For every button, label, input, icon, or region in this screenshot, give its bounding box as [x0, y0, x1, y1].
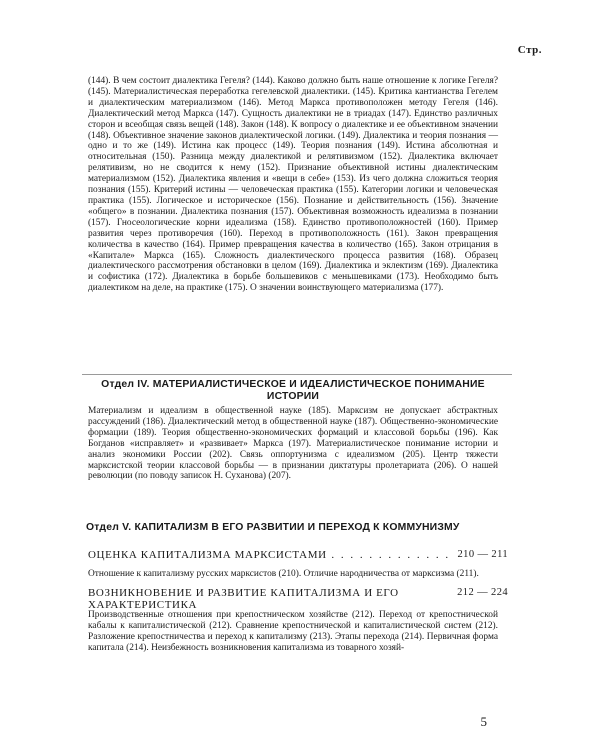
toc-entry: [88, 587, 508, 611]
section4-title: Отдел IV. МАТЕРИАЛИСТИЧЕСКОЕ И ИДЕАЛИСТИЧЕСКОЕ ПОНИМАНИЕ ИСТОРИИ: [101, 379, 485, 402]
toc-entry-description: Отношение к капитализму русских марксистов (210). Отличие народничества от марксизма (211).: [88, 569, 479, 579]
section-divider: [82, 374, 512, 375]
toc-entry-pages: 210 — 211: [457, 549, 508, 560]
toc-entry-pages: 212 — 224: [457, 587, 508, 598]
section4-contents-text: Материализм и идеализм в общественной науке (185). Марксизм не допускает абстрактных рассуждений (186). Диалектический метод в общественной науке (187). Общественно-экономические формации (189). Теория общественно-экономических формаций и классовой борьбы (196). Как Богданов «исправляет» и «развивает» Маркса (197). Материалистическое понимание истории и анализ экономики России (202). Связь оппортунизма с идеализмом (205). Центр тяжести марксистской теории классовой борьбы — в признании диктатуры пролетариата (206). О нашей революции (по поводу записок Н. Суханова) (207).: [88, 406, 498, 482]
toc-entry-label: ВОЗНИКНОВЕНИЕ И РАЗВИТИЕ КАПИТАЛИЗМА И ЕГО ХАРАКТЕРИСТИКА: [88, 587, 399, 611]
toc-entry-description: Производственные отношения при крепостническом хозяйстве (212). Переход от крепостнической кабалы к капиталистической (212). Сравнение крепостнической и капиталистической систем (212). Разложение крепостничества и переход к капитализму (213). Этапы перехода (214). Первичная форма капитала (214). Неизбежность возникновения капитализма из товарного хозяй-: [88, 610, 498, 653]
toc-entry: [88, 549, 508, 561]
section3-contents-text: (144). В чем состоит диалектика Гегеля? (144). Каково должно быть наше отношение к логике Гегеля? (145). Материалистическая переработка гегелевской диалектики. (145). Критика кантианства Гегелем и диалектическим материализмом (146). Метод Маркса противоположен методу Гегеля (146). Диалектический метод Маркса (147). Сущность диалектики не в триадах (147). Единство различных сторон и всеобщая связь вещей (148). Закон (148). К вопросу о диалектике и ее объективном значении (148). Объективное значение законов диалектической логики. (149). Диалектика и теория познания — одно и то же (149). Истина как процесс (149). Теория познания (149). Истина абсолютная и относительная (150). Разница между диалектикой и релятивизмом (152). Диалектика включает релятивизм, но не сводится к нему (152). Признание объективной истины диалектическим материализмом (152). Диалектика явления и «вещи в себе» (153). Из чего должна сложиться теория познания (155). Критерий истины — человеческая практика (155). Категории логики и человеческая практика (155). Логическое и историческое (156). Познание и действительность (156). Значение «общего» в познании. Диалектика познания (157). Объективная возможность идеализма в познании (157). Гносеологические корни идеализма (158). Единство противоположностей (160). Пример развития через противоречия (160). Переход в противоположность (161). Закон превращения количества в качество (164). Пример превращения качества в количество (165). Закон отрицания в «Капитале» Маркса (165). Сложность диалектического процесса развития (168). Образец диалектического рассмотрения обстановки в целом (169). Диалектика и эклектизм (169). Диалектика и софистика (172). Диалектика в борьбе большевиков с меньшевиками (173). Необходимо быть диалектиком на деле, на практике (175). О значении воинствующего материализма (177).: [88, 76, 498, 294]
toc-leader-dots: . . . . . . . . . . . . .: [326, 549, 451, 561]
page-column-header: Стр.: [517, 44, 542, 56]
page-number: 5: [480, 714, 487, 729]
section5-title: Отдел V. КАПИТАЛИЗМ В ЕГО РАЗВИТИИ И ПЕРЕХОД К КОММУНИЗМУ: [86, 522, 460, 533]
toc-entry-label: ОЦЕНКА КАПИТАЛИЗМА МАРКСИСТАМИ: [88, 549, 327, 561]
